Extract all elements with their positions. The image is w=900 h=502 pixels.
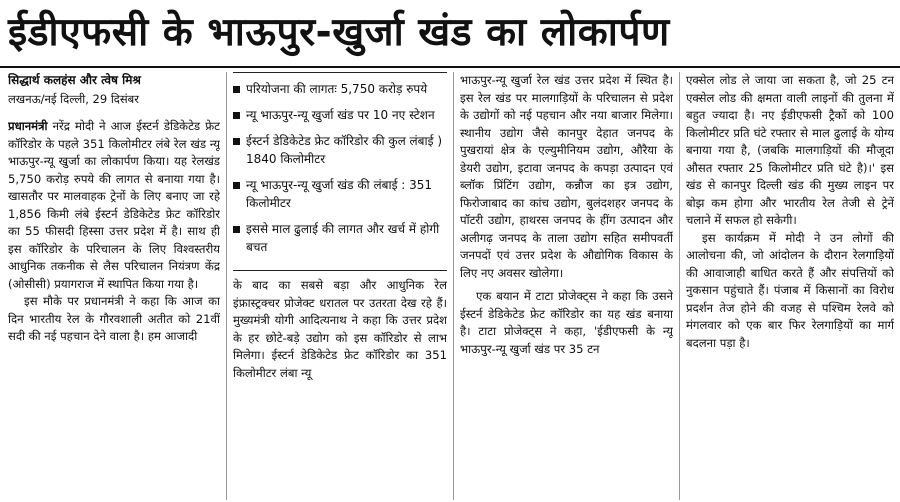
fact-item [233, 132, 447, 168]
article-paragraph: एक्सेल लोड ले जाया जा सकता है, जो 25 टन एक्सेल लोड की क्षमता वाली लाइनों की तुलना में बहुत ज्यादा है। नए ईडीएफसी ट्रैकों को 100 किलोमीटर प्रति घंटे रफ्तार से माल ढुलाई के योग्य बनाया गया है, (जबकि मालगाड़ियों की मौजूदा औसत रफ्तार 25 किलोमीटर प्रति घंटे है)।' इस खंड से कानपुर दिल्ली खंड की मुख्य लाइन पर बोझ कम होगा और भारतीय रेल तेजी से ट्रेनें चलाने में सफल हो सकेगी। [686, 73, 894, 227]
article-column-1 [8, 72, 220, 500]
article-paragraph: के बाद का सबसे बड़ा और आधुनिक रेल इंफ्रास्ट्रक्चर प्रोजेक्ट धरातल पर उतरता देख रहे हैं। मुख्यमंत्री योगी आदित्यनाथ ने कहा कि उत्तर प्रदेश के हर छोटे-बड़े उद्योग को इस कॉरिडोर से लाभ मिलेगा। ईस्टर्न डेडिकेटेड फ्रेट कॉरिडोर का 351 किलोमीटर लंबा न्यू [233, 278, 447, 380]
fact-text: परियोजना की लागतः 5,750 करोड़ रुपये [246, 82, 428, 96]
dateline: लखनऊ/नई दिल्ली, 29 दिसंबर [8, 91, 139, 106]
fact-item [233, 80, 447, 98]
article-paragraph: इस मौके पर प्रधानमंत्री ने कहा कि आज का दिन भारतीय रेल के गौरवशाली अतीत को 21वीं सदी की नई पहचान देने वाला है। हम आजादी [8, 294, 220, 343]
bullet-square-icon [233, 86, 240, 93]
headline-rule [0, 66, 900, 68]
fact-text: न्यू भाऊपुर-न्यू खुर्जा खंड पर 10 नए स्टेशन [246, 108, 435, 122]
fact-text: इससे माल ढुलाई की लागत और खर्च में होगी बचत [246, 222, 440, 254]
bullet-square-icon [233, 182, 240, 189]
fact-box [233, 72, 447, 271]
article-column-2 [233, 72, 447, 500]
article-column-3 [460, 72, 673, 500]
fact-item [233, 106, 447, 124]
article-column-4 [686, 72, 894, 500]
lead-word: प्रधानमंत्री [8, 119, 48, 133]
headline: ईडीएफसी के भाऊपुर-खुर्जा खंड का लोकार्पण [8, 10, 670, 55]
bullet-square-icon [233, 112, 240, 119]
paragraph-text: नरेंद्र मोदी ने आज ईस्टर्न डेडिकेटेड फ्रेट कॉरिडोर के पहले 351 किलोमीटर लंबे रेल खंड न्यू भाऊपुर-न्यू खुर्जा का लोकार्पण किया। यह रेलखंड 5,750 करोड़ रुपये की लागत से बनाया गया है। खासतौर पर मालवाहक ट्रेनों के लिए बनाए जा रहे 1,856 किमी लंबे ईस्टर्न डेडिकेटेड फ्रेट कॉरिडोर का 55 फीसदी हिस्सा उत्तर प्रदेश में है। साथ ही इस कॉरिडोर के परिचालन के लिए विश्वस्तरीय आधुनिक तकनीक से लैस परिचालन नियंत्रण केंद्र (ओसीसी) प्रयागराज में स्थापित किया गया है। [8, 119, 220, 291]
article-paragraph: भाऊपुर-न्यू खुर्जा रेल खंड उत्तर प्रदेश में स्थित है। इस रेल खंड पर मालगाड़ियों के परिचालन से प्रदेश के उद्योगों को नई पहचान और नया बाजार मिलेगा। स्थानीय उद्योग जैसे कानपुर देहात जनपद के पुखरायां क्षेत्र के एल्युमीनियम उद्योग, औरैया के डेयरी उद्योग, इटावा जनपद के कपड़ा उत्पादन एवं ब्लॉक प्रिंटिंग उद्योग, कन्नौज का इत्र उद्योग, फिरोजाबाद का कांच उद्योग, बुलंदशहर जनपद के पॉटरी उद्योग, हाथरस जनपद के हींग उत्पादन और अलीगढ़ जनपद के ताला उद्योग सहित समीपवर्ती जनपदों एवं उत्तर प्रदेश के औद्योगिक विकास के लिए नए अवसर खोलेगा। [460, 73, 673, 280]
column-divider [453, 72, 454, 500]
bullet-square-icon [233, 138, 240, 145]
article-paragraph: एक बयान में टाटा प्रोजेक्ट्स ने कहा कि उसने ईस्टर्न डेडिकेटेड फ्रेट कॉरिडोर का यह खंड बनाया है। टाटा प्रोजेक्ट्स ने कहा, 'ईडीएफसी के न्यू भाऊपुर-न्यू खुर्जा खंड पर 35 टन [460, 289, 673, 356]
article-paragraph [8, 118, 220, 293]
fact-item [233, 176, 447, 212]
column-divider [679, 72, 680, 500]
bullet-square-icon [233, 226, 240, 233]
fact-text: ईस्टर्न डेडिकेटेड फ्रेट कॉरिडोर की कुल लंबाई ) 1840 किलोमीटर [246, 134, 443, 166]
column-divider [226, 72, 227, 500]
article-paragraph: इस कार्यक्रम में मोदी ने उन लोगों की आलोचना की, जो आंदोलन के दौरान रेलगाड़ियों की आवाजाही बाधित करते हैं और संपत्तियों को नुकसान पहुंचाते हैं। पंजाब में किसानों का विरोध प्रदर्शन तेज होने की वजह से पश्चिम रेलवे को मंगलवार को एक बार फिर रेलगाड़ियों का मार्ग बदलना पड़ा है। [686, 230, 894, 350]
byline: सिद्धार्थ कलहंस और त्वेष मिश्र [8, 73, 141, 87]
fact-text: न्यू भाऊपुर-न्यू खुर्जा खंड की लंबाई : 351 किलोमीटर [246, 178, 433, 210]
fact-item [233, 220, 447, 256]
